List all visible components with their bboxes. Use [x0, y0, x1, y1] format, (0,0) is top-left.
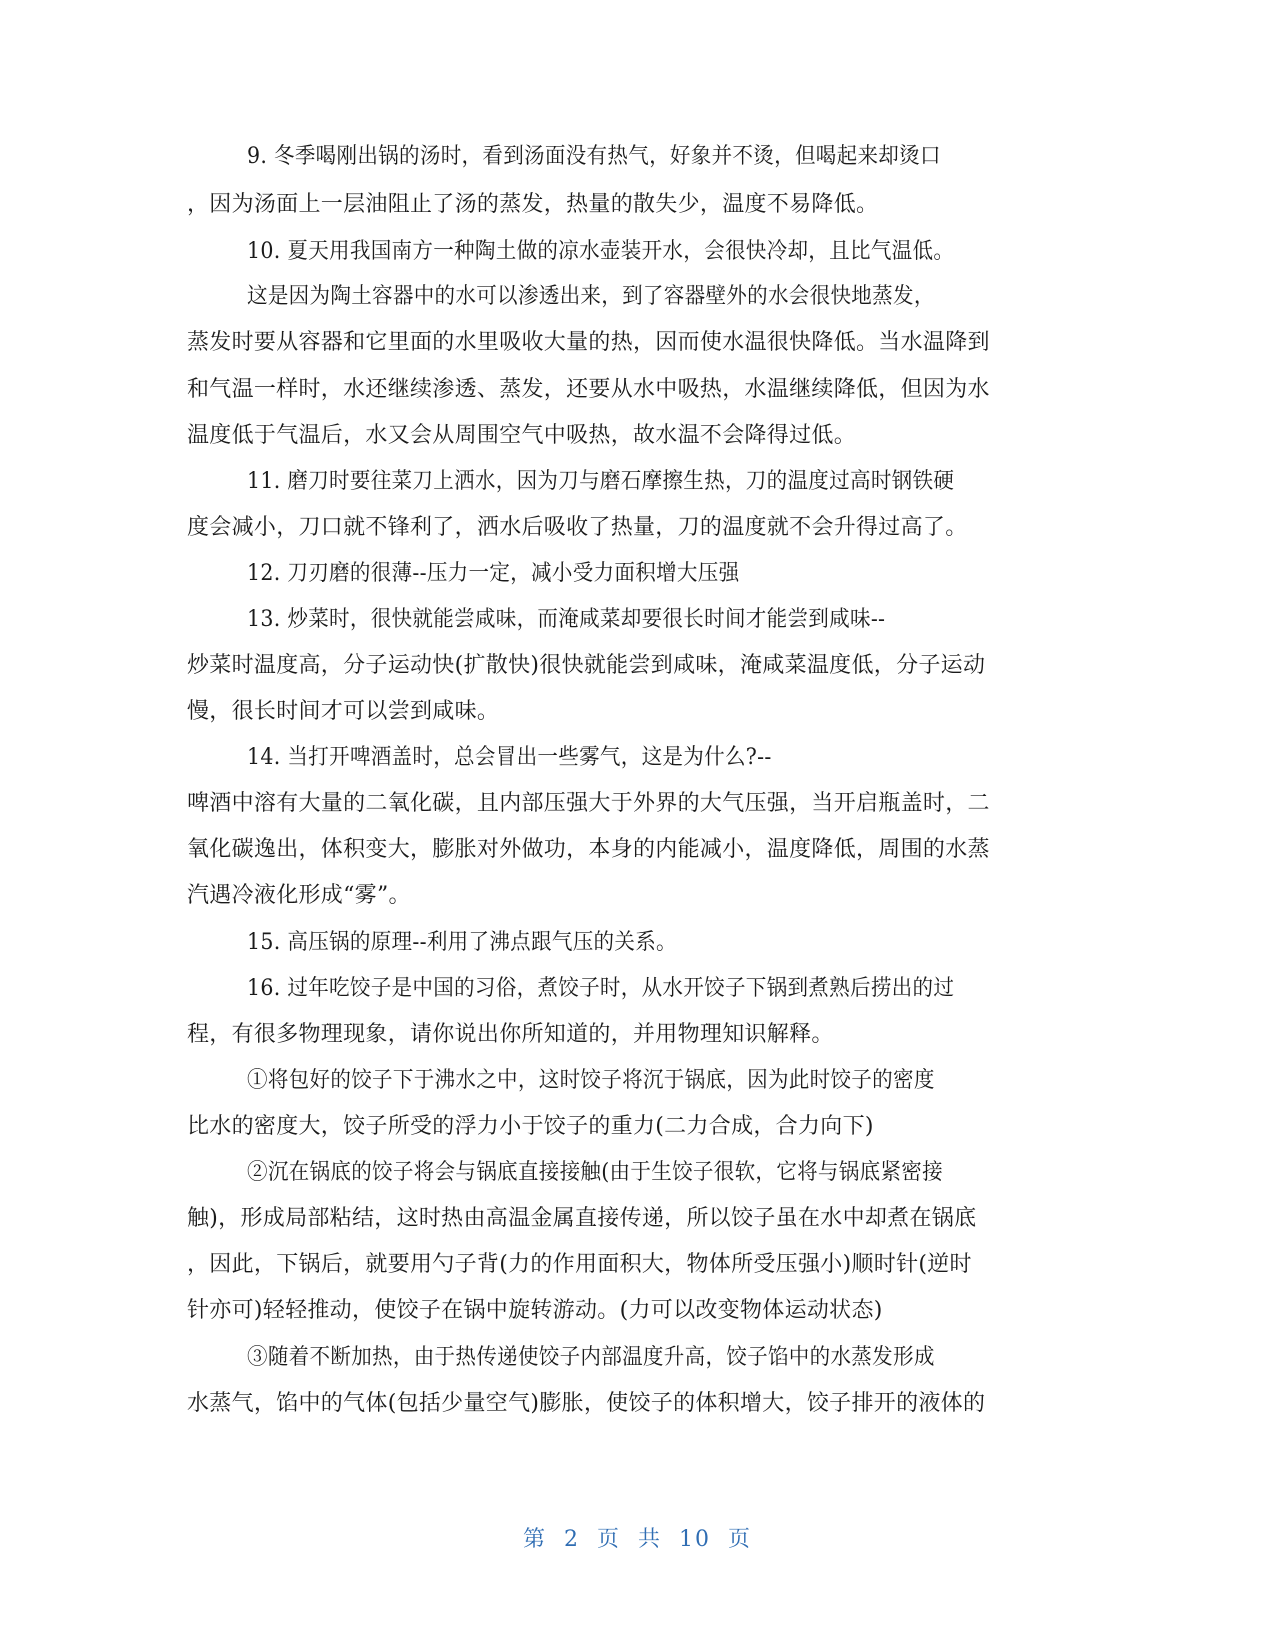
- text-line: ②沉在锅底的饺子将会与锅底直接接触(由于生饺子很软，它将与锅底紧密接: [247, 1160, 943, 1185]
- text-line: 程，有很多物理现象，请你说出你所知道的，并用物理知识解释。: [187, 1022, 834, 1047]
- text-line: 13. 炒菜时，很快就能尝咸味，而淹咸菜却要很长时间才能尝到咸味--: [247, 607, 886, 632]
- text-line: 针亦可)轻轻推动，使饺子在锅中旋转游动。(力可以改变物体运动状态): [187, 1298, 883, 1323]
- text-line: 14. 当打开啤酒盖时，总会冒出一些雾气，这是为什么?--: [247, 745, 772, 770]
- text-line: 12. 刀刃磨的很薄--压力一定，减小受力面积增大压强: [247, 561, 740, 586]
- text-line: 16. 过年吃饺子是中国的习俗，煮饺子时，从水开饺子下锅到煮熟后捞出的过: [247, 976, 955, 1001]
- text-line: 比水的密度大，饺子所受的浮力小于饺子的重力(二力合成，合力向下): [187, 1114, 874, 1139]
- text-line: 15. 高压锅的原理--利用了沸点跟气压的关系。: [247, 930, 677, 955]
- text-line: 11. 磨刀时要往菜刀上洒水，因为刀与磨石摩擦生热，刀的温度过高时钢铁硬: [247, 469, 955, 494]
- text-line: ，因为汤面上一层油阻止了汤的蒸发，热量的散失少，温度不易降低。: [187, 192, 879, 217]
- text-line: 这是因为陶土容器中的水可以渗透出来，到了容器壁外的水会很快地蒸发，: [247, 284, 935, 309]
- text-line: 温度低于气温后，水又会从周围空气中吸热，故水温不会降得过低。: [187, 423, 857, 448]
- text-line: 和气温一样时，水还继续渗透、蒸发，还要从水中吸热，水温继续降低，但因为水: [187, 377, 990, 402]
- text-line: 触)，形成局部粘结，这时热由高温金属直接传递，所以饺子虽在水中却煮在锅底: [187, 1206, 977, 1231]
- text-line: 氧化碳逸出，体积变大，膨胀对外做功，本身的内能减小，温度降低，周围的水蒸: [187, 837, 990, 862]
- text-line: 蒸发时要从容器和它里面的水里吸收大量的热，因而使水温很快降低。当水温降到: [187, 330, 990, 355]
- text-line: 炒菜时温度高，分子运动快(扩散快)很快就能尝到咸味，淹咸菜温度低，分子运动: [187, 653, 986, 678]
- text-line: 10. 夏天用我国南方一种陶土做的凉水壶装开水，会很快冷却，且比气温低。: [247, 239, 955, 264]
- text-line: 水蒸气，馅中的气体(包括少量空气)膨胀，使饺子的体积增大，饺子排开的液体的: [187, 1391, 986, 1416]
- page-footer: 第 2 页 共 10 页: [523, 1527, 752, 1552]
- text-line: ①将包好的饺子下于沸水之中，这时饺子将沉于锅底，因为此时饺子的密度: [247, 1068, 935, 1093]
- text-line: 汽遇冷液化形成“雾”。: [187, 883, 411, 908]
- text-line: 慢，很长时间才可以尝到咸味。: [187, 699, 500, 724]
- text-line: 啤酒中溶有大量的二氧化碳，且内部压强大于外界的大气压强，当开启瓶盖时，二: [187, 791, 990, 816]
- text-line: ③随着不断加热，由于热传递使饺子内部温度升高，饺子馅中的水蒸发形成: [247, 1345, 935, 1370]
- text-line: ，因此，下锅后，就要用勺子背(力的作用面积大，物体所受压强小)顺时针(逆时: [187, 1252, 972, 1277]
- text-line: 9. 冬季喝刚出锅的汤时，看到汤面没有热气，好象并不烫，但喝起来却烫口: [247, 144, 941, 169]
- text-line: 度会减小，刀口就不锋利了，洒水后吸收了热量，刀的温度就不会升得过高了。: [187, 515, 968, 540]
